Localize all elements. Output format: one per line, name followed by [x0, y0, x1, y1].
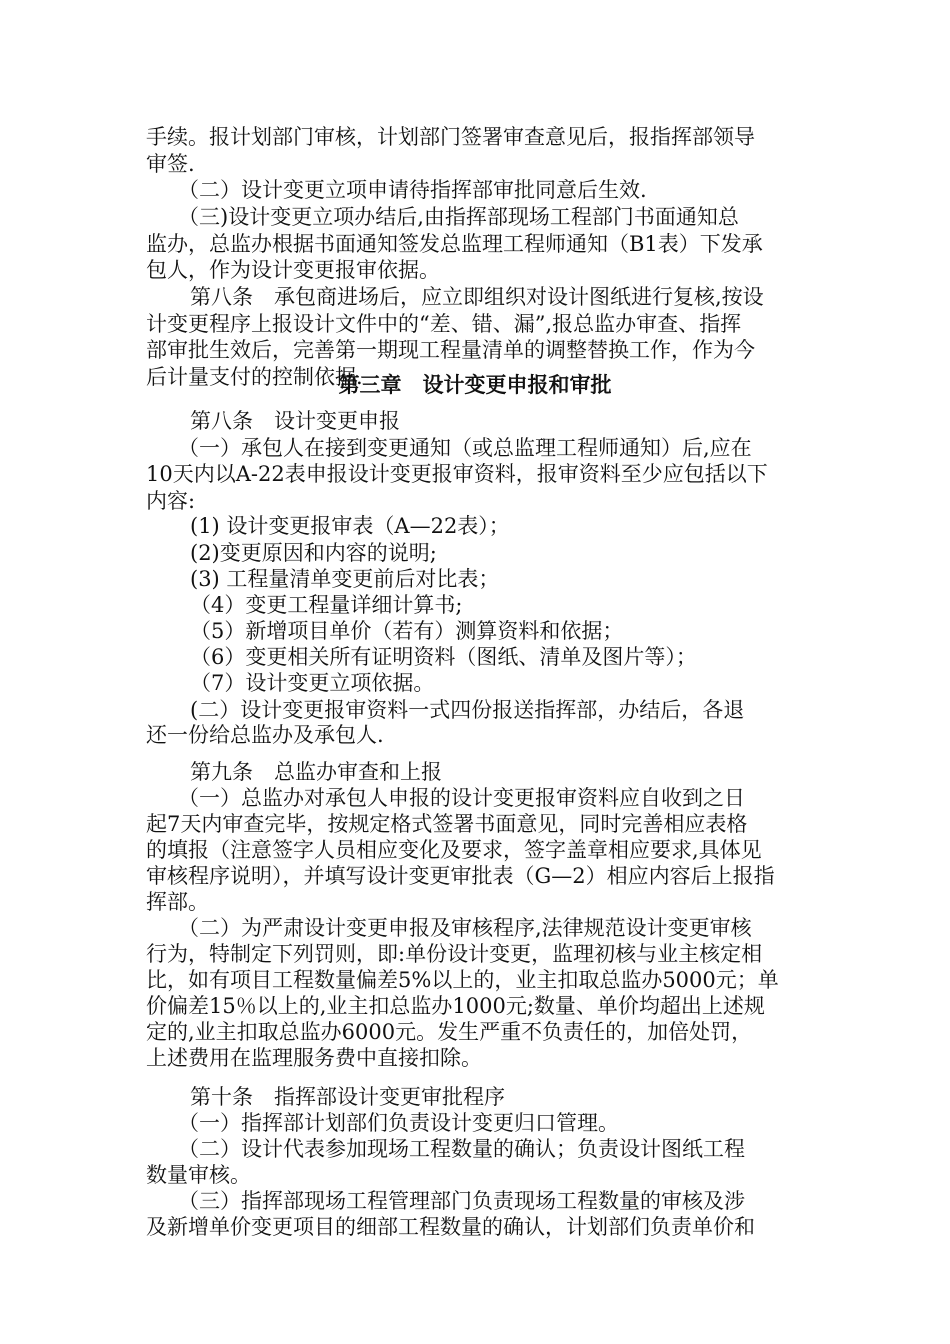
text-line: 手续。报计划部门审核，计划部门签署审查意见后，报指挥部领导 [146, 125, 755, 149]
text-line: （二）设计代表参加现场工程数量的确认；负责设计图纸工程 [178, 1137, 745, 1161]
text-line: 还一份给总监办及承包人. [146, 723, 384, 747]
text-line: 及新增单价变更项目的细部工程数量的确认，计划部们负责单价和 [146, 1215, 755, 1239]
text-line: （三)设计变更立项办结后,由指挥部现场工程部门书面通知总 [178, 205, 739, 229]
text-line: 比，如有项目工程数量偏差5%以上的，业主扣取总监办5000元；单 [146, 968, 779, 992]
text-line: （一）指挥部计划部们负责设计变更归口管理。 [178, 1111, 619, 1135]
list-item: (2)变更原因和内容的说明; [190, 541, 437, 565]
article-heading: 第八条 设计变更申报 [190, 409, 400, 433]
list-item: （4）变更工程量详细计算书; [190, 593, 463, 617]
text-line: 定的,业主扣取总监办6000元。发生严重不负责任的，加倍处罚， [146, 1020, 753, 1044]
text-line: （二）为严肃设计变更申报及审核程序,法律规范设计变更审核 [178, 916, 752, 940]
text-line: （三）指挥部现场工程管理部门负责现场工程数量的审核及涉 [178, 1189, 745, 1213]
article-heading: 第八条 承包商进场后，应立即组织对设计图纸进行复核,按设 [190, 285, 764, 309]
text-line: 上述费用在监理服务费中直接扣除。 [146, 1046, 482, 1070]
text-line: 挥部。 [146, 890, 209, 914]
text-line: 数量审核。 [146, 1163, 251, 1187]
text-line: 审签. [146, 152, 195, 176]
article-heading: 第九条 总监办审查和上报 [190, 760, 442, 784]
text-line: 计变更程序上报设计文件中的“差、错、漏”,报总监办审查、指挥 [146, 312, 742, 336]
text-line: 价偏差15％以上的,业主扣总监办1000元;数量、单价均超出上述规 [146, 994, 765, 1018]
article-heading: 第十条 指挥部设计变更审批程序 [190, 1085, 505, 1109]
list-item: （5）新增项目单价（若有）测算资料和依据； [190, 619, 624, 643]
text-line: 内容: [146, 489, 196, 513]
list-item: (3) 工程量清单变更前后对比表； [190, 567, 500, 591]
text-line: 后计量支付的控制依据. [146, 365, 363, 389]
text-line: (二）设计变更报审资料一式四份报送指挥部，办结后，各退 [190, 698, 745, 722]
text-line: 行为，特制定下列罚则，即:单份设计变更，监理初核与业主核定相 [146, 942, 763, 966]
text-line: 审核程序说明），并填写设计变更审批表（G—2）相应内容后上报指 [146, 864, 775, 888]
text-line: （一）总监办对承包人申报的设计变更报审资料应自收到之日 [178, 786, 745, 810]
text-line: 部审批生效后，完善第一期现工程量清单的调整替换工作，作为今 [146, 338, 755, 362]
chapter-title: 第三章 设计变更申报和审批 [338, 373, 612, 397]
list-item: （7）设计变更立项依据。 [190, 671, 435, 695]
text-line: （一）承包人在接到变更通知（或总监理工程师通知）后,应在 [178, 436, 752, 460]
text-line: 的填报（注意签字人员相应变化及要求，签字盖章相应要求,具体见 [146, 838, 762, 862]
text-line: 监办，总监办根据书面通知签发总监理工程师通知（B1表）下发承 [146, 232, 763, 256]
text-line: （二）设计变更立项申请待指挥部审批同意后生效. [178, 178, 647, 202]
text-line: 10天内以A-22表申报设计变更报审资料，报审资料至少应包括以下 [146, 462, 768, 486]
text-line: 包人，作为设计变更报审依据。 [146, 258, 440, 282]
list-item: (1) 设计变更报审表（A—22表）； [190, 514, 510, 538]
text-line: 起7天内审查完毕，按规定格式签署书面意见，同时完善相应表格 [146, 812, 748, 836]
list-item: （6）变更相关所有证明资料（图纸、清单及图片等）； [190, 645, 697, 669]
